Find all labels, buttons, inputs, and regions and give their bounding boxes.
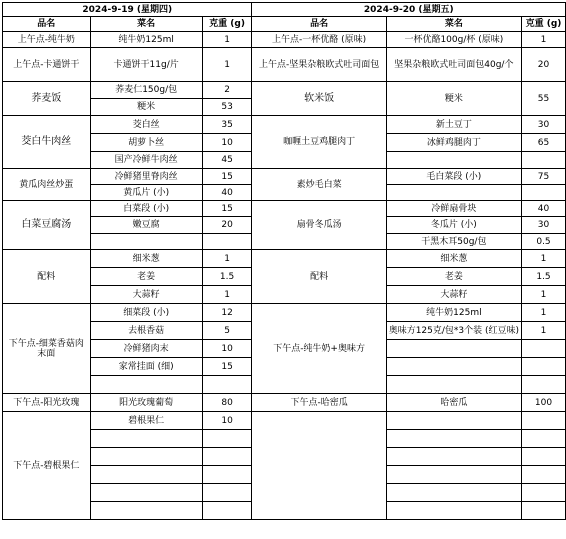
day1-grams: 10 — [202, 340, 252, 358]
day1-grams: 1 — [202, 286, 252, 304]
day1-grams: 53 — [202, 99, 252, 116]
day2-dish: 干黑木耳50g/包 — [386, 234, 521, 250]
day1-grams: 20 — [202, 217, 252, 234]
day1-grams: 35 — [202, 116, 252, 134]
day2-dish: 纯牛奶125ml — [386, 304, 521, 322]
day2-product: 软米饭 — [252, 82, 386, 116]
day1-dish: 卡通饼干11g/片 — [90, 48, 202, 82]
day2-grams: 1 — [522, 32, 566, 48]
day2-grams — [522, 466, 566, 484]
day2-dish: 新土豆丁 — [386, 116, 521, 134]
day2-grams — [522, 340, 566, 358]
day2-col-grams: 克重 (g) — [522, 17, 566, 32]
day2-col-dish: 菜名 — [386, 17, 521, 32]
day1-dish: 碧根果仁 — [90, 412, 202, 430]
day2-grams: 65 — [522, 134, 566, 152]
day2-product: 下午点-哈密瓜 — [252, 394, 386, 412]
day1-dish: 冷鲜猪肉末 — [90, 340, 202, 358]
day1-dish: 嫩豆腐 — [90, 217, 202, 234]
day2-col-product: 品名 — [252, 17, 386, 32]
day1-dish — [90, 502, 202, 520]
day2-dish — [386, 358, 521, 376]
day2-grams: 1 — [522, 322, 566, 340]
day1-grams — [202, 466, 252, 484]
day2-dish — [386, 376, 521, 394]
day1-grams: 45 — [202, 152, 252, 169]
day2-dish — [386, 340, 521, 358]
day2-grams — [522, 152, 566, 169]
day1-grams: 1.5 — [202, 268, 252, 286]
day2-dish: 细米葱 — [386, 250, 521, 268]
day2-dish: 粳米 — [386, 82, 521, 116]
day2-dish — [386, 502, 521, 520]
menu-table — [2, 2, 566, 520]
day1-dish: 大蒜籽 — [90, 286, 202, 304]
day2-grams — [522, 430, 566, 448]
day1-grams — [202, 484, 252, 502]
day1-dish: 荞麦仁150g/包 — [90, 82, 202, 99]
day2-dish — [386, 484, 521, 502]
day2-dish: 坚果杂粮欧式吐司面包40g/个 — [386, 48, 521, 82]
day2-date: 2024-9-20 (星期五) — [252, 3, 566, 17]
day2-dish — [386, 448, 521, 466]
day1-dish: 白菜段 (小) — [90, 201, 202, 217]
day2-dish — [386, 185, 521, 201]
day1-dish — [90, 430, 202, 448]
day1-grams: 80 — [202, 394, 252, 412]
day2-dish: 一杯优酪100g/杯 (原味) — [386, 32, 521, 48]
day1-dish: 茭白丝 — [90, 116, 202, 134]
day2-grams — [522, 376, 566, 394]
day1-dish — [90, 466, 202, 484]
day2-grams: 30 — [522, 217, 566, 234]
day2-dish: 冷鲜扇骨块 — [386, 201, 521, 217]
day1-col-grams: 克重 (g) — [202, 17, 252, 32]
day1-product: 上午点-纯牛奶 — [3, 32, 91, 48]
day2-dish — [386, 466, 521, 484]
day2-dish: 老姜 — [386, 268, 521, 286]
day2-grams — [522, 412, 566, 430]
day1-grams — [202, 376, 252, 394]
day1-product: 黄瓜肉丝炒蛋 — [3, 169, 91, 201]
day2-grams: 30 — [522, 116, 566, 134]
day1-dish — [90, 448, 202, 466]
day1-product: 下午点-细菜香菇肉末面 — [3, 304, 91, 394]
day1-grams — [202, 502, 252, 520]
day1-date: 2024-9-19 (星期四) — [3, 3, 252, 17]
day1-product: 下午点-碧根果仁 — [3, 412, 91, 520]
day1-dish — [90, 376, 202, 394]
day1-grams: 15 — [202, 201, 252, 217]
day1-grams: 15 — [202, 358, 252, 376]
day2-grams: 1 — [522, 286, 566, 304]
day1-product: 上午点-卡通饼干 — [3, 48, 91, 82]
day2-grams — [522, 185, 566, 201]
day1-product: 配料 — [3, 250, 91, 304]
day2-dish: 大蒜籽 — [386, 286, 521, 304]
day2-grams: 1 — [522, 304, 566, 322]
day2-product: 上午点-一杯优酪 (原味) — [252, 32, 386, 48]
day1-dish: 细菜段 (小) — [90, 304, 202, 322]
day1-dish: 粳米 — [90, 99, 202, 116]
day1-product: 茭白牛肉丝 — [3, 116, 91, 169]
day1-grams — [202, 448, 252, 466]
day1-dish — [90, 234, 202, 250]
day1-col-dish: 菜名 — [90, 17, 202, 32]
day1-dish: 家常挂面 (细) — [90, 358, 202, 376]
day2-dish: 冰鲜鸡腿肉丁 — [386, 134, 521, 152]
day1-grams: 1 — [202, 32, 252, 48]
day2-grams — [522, 448, 566, 466]
day2-dish — [386, 152, 521, 169]
day2-dish: 奥味方125克/包*3个装 (红豆味) — [386, 322, 521, 340]
day1-dish — [90, 484, 202, 502]
day2-grams: 20 — [522, 48, 566, 82]
day2-grams — [522, 358, 566, 376]
day1-grams: 1 — [202, 48, 252, 82]
day1-dish: 黄瓜片 (小) — [90, 185, 202, 201]
day1-dish: 胡萝卜丝 — [90, 134, 202, 152]
day1-product: 白菜豆腐汤 — [3, 201, 91, 250]
day2-grams: 0.5 — [522, 234, 566, 250]
day2-dish: 毛白菜段 (小) — [386, 169, 521, 185]
day2-grams: 1.5 — [522, 268, 566, 286]
day2-grams: 40 — [522, 201, 566, 217]
day1-grams: 1 — [202, 250, 252, 268]
day1-grams: 15 — [202, 169, 252, 185]
day2-product — [252, 412, 386, 520]
day1-dish: 老姜 — [90, 268, 202, 286]
day1-grams — [202, 234, 252, 250]
day1-dish: 冷鲜猪里脊肉丝 — [90, 169, 202, 185]
day1-dish: 纯牛奶125ml — [90, 32, 202, 48]
day1-grams: 10 — [202, 134, 252, 152]
day2-grams — [522, 502, 566, 520]
day2-grams: 1 — [522, 250, 566, 268]
day1-dish: 细米葱 — [90, 250, 202, 268]
day1-product: 下午点-阳光玫瑰 — [3, 394, 91, 412]
day2-product: 配料 — [252, 250, 386, 304]
day1-col-product: 品名 — [3, 17, 91, 32]
day2-dish: 冬瓜片 (小) — [386, 217, 521, 234]
day2-product: 上午点-坚果杂粮欧式吐司面包 — [252, 48, 386, 82]
day2-grams: 55 — [522, 82, 566, 116]
day2-dish — [386, 412, 521, 430]
day1-dish: 国产冷鲜牛肉丝 — [90, 152, 202, 169]
day2-grams — [522, 484, 566, 502]
day2-product: 咖喱土豆鸡腿肉丁 — [252, 116, 386, 169]
day1-grams: 10 — [202, 412, 252, 430]
day2-product: 下午点-纯牛奶+奥味方 — [252, 304, 386, 394]
day2-grams: 75 — [522, 169, 566, 185]
day1-dish: 阳光玫瑰葡萄 — [90, 394, 202, 412]
day2-product: 扇骨冬瓜汤 — [252, 201, 386, 250]
day1-grams: 2 — [202, 82, 252, 99]
day1-dish: 去根香菇 — [90, 322, 202, 340]
day1-product: 荞麦饭 — [3, 82, 91, 116]
day1-grams: 40 — [202, 185, 252, 201]
day1-grams — [202, 430, 252, 448]
day1-grams: 12 — [202, 304, 252, 322]
day2-product: 素炒毛白菜 — [252, 169, 386, 201]
day2-dish: 哈密瓜 — [386, 394, 521, 412]
day2-grams: 100 — [522, 394, 566, 412]
day2-dish — [386, 430, 521, 448]
day1-grams: 5 — [202, 322, 252, 340]
